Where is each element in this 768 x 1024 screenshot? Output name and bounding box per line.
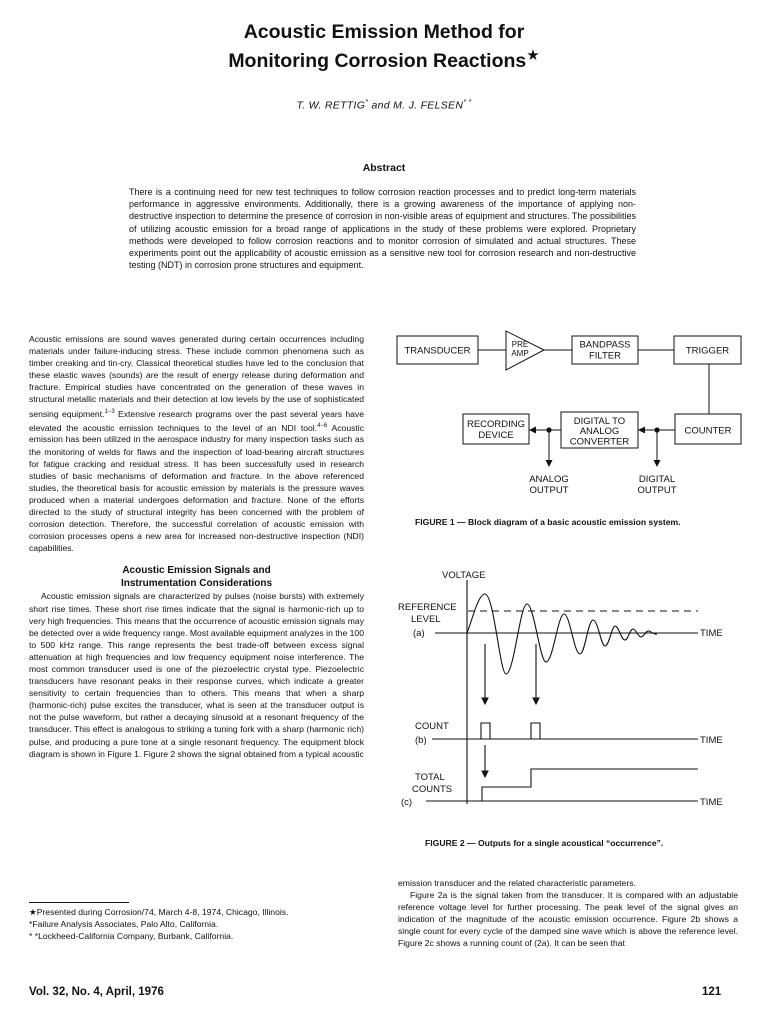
dac-label-3: CONVERTER: [569, 436, 630, 448]
page-number: 121: [702, 986, 722, 998]
author-2-mark: * *: [463, 99, 472, 106]
preamp-label-2: AMP: [511, 349, 529, 358]
paper-title: [0, 20, 768, 73]
time-label-b: TIME: [700, 735, 723, 746]
panel-c-label: (c): [401, 797, 413, 808]
title-footnote-mark: ★: [526, 47, 540, 64]
right-paragraph-2: Figure 2a is the signal taken from the transducer. It is compared with an adjustable reference voltage level for further processing. The peak level of the signal gives an indication of the magnitude of the acoustic emission occurrence. Figure 2b shows a single count for every cycle of the damped sine wave which is above the reference level. Figure 2c shows a running count of (2a). It can be seen that: [398, 890, 738, 949]
analog-output-label-1: ANALOG: [529, 474, 569, 485]
footnote-1: ★Presented during Corrosion/74, March 4-8, 1974, Chicago, Illinois.: [29, 907, 289, 917]
section-heading-line-2: Instrumentation Considerations: [120, 578, 273, 590]
dac-label-2: ANALOG: [579, 426, 620, 437]
dac-label-1: DIGITAL TO: [573, 416, 626, 427]
time-label-c: TIME: [700, 797, 723, 808]
panel-b-label: (b): [415, 735, 427, 746]
footnote-3: * *Lockheed-California Company, Burbank, California.: [29, 931, 234, 942]
title-line-2-text: Monitoring Corrosion Reactions: [228, 50, 527, 72]
journal-citation: Vol. 32, No. 4, April, 1976: [29, 986, 164, 998]
footnotes: [29, 906, 364, 942]
transducer-label: TRANSDUCER: [404, 345, 471, 357]
figure-2-signal-diagram: [396, 566, 746, 816]
voltage-label: VOLTAGE: [442, 570, 486, 581]
section-heading-line-1: Acoustic Emission Signals and: [122, 565, 271, 577]
intro-text-a: Acoustic emissions are sound waves generated during certain occurrences including materials under failure-inducing stress. These include common phenomena such as timber creaking and tin-cry. Classical theoretical studies have led to the conclusion that these elastic waves (sounds) are the result of energy release during deformation and fracture. Empirical studies have concentrated on the generation of these waves in structural metallic materials and their detection at low levels by the use of sophisticated sensing equipment.: [29, 334, 364, 419]
section-heading: [29, 564, 364, 590]
title-line-2: [0, 44, 768, 73]
authors: [0, 99, 768, 112]
right-column: [398, 877, 738, 950]
figure-1-block-diagram: [396, 328, 746, 503]
citation-2: 4−6: [317, 422, 328, 429]
analog-output-label-2: OUTPUT: [529, 485, 569, 496]
intro-text-c: Acoustic emission has been utilized in the aerospace industry for many inspection tasks such as the monitoring of welds for flaws and the inspection of load-bearing aircraft structures for fatigue cracking and residual stress. It has been successfully used in research studies of basic mechanisms of deformation and fracture. In the above referenced studies, the theoretical basis for acoustic emission by materials is the pressure waves produced when a material undergoes deformation and fracture. None of the efforts directed to the study of structural integrity has been concerned with the problem of corrosion detection. Therefore, the successful correlation of acoustic emission with corrosion processes opens a new area for increased non-destructive inspection (NDI) capabilities.: [29, 422, 364, 554]
recording-label-1: RECORDING: [466, 419, 526, 430]
author-1-mark: *: [365, 99, 369, 106]
total-label: TOTAL: [415, 772, 445, 783]
counts-label: COUNTS: [412, 784, 453, 795]
panel-a-label: (a): [413, 628, 425, 639]
abstract-heading: Abstract: [362, 162, 406, 174]
digital-output-label-2: OUTPUT: [637, 485, 677, 496]
figure-1-caption: FIGURE 1 — Block diagram of a basic acoustic emission system.: [415, 517, 681, 527]
title-line-1: Acoustic Emission Method for: [243, 21, 525, 43]
count-pulses: [467, 723, 540, 739]
figure-2-caption: FIGURE 2 — Outputs for a single acoustical “occurrence”.: [425, 838, 664, 848]
bandpass-label-2: FILTER: [588, 350, 622, 362]
author-1: T. W. RETTIG: [296, 99, 366, 112]
level-label: LEVEL: [411, 614, 441, 625]
intro-text-b: Extensive research programs over the past several years have elevated the acoustic emission techniques to the level of an NDI tool.: [29, 408, 364, 433]
digital-junction-dot: [654, 427, 659, 432]
citation-1: 1−3: [104, 408, 115, 415]
section-paragraph: Acoustic emission signals are characterized by pulses (noise bursts) with extremely short rise times. These short rise times indicate that the signal is harmonic-rich up to very high frequencies. This means that the occurrence of acoustic emission signals may be detected over a wide frequency range. Most available equipment analyzes in the 100 to 500 kHz range. This range represents the best trade-off between excess signal attenuation at high frequencies and low frequency equipment noise interference. The most common transducer used is one of the piezoelectric crystal type. Piezoelectric transducers have resonant peaks in their response curves, which indicate a greater sensitivity to certain frequencies than to others. This means that when a sharp (harmonic-rich) pulse excites the transducer, what is seen at the transducer output is not the pulse waveform, but rather a decaying sinusoid at a resonant frequency of the transducer. This effect is analogous to striking a tuning fork with a sharp (harmonic rich) pulse, and producing a pure tone at a single resonant frequency. The equipment block diagram is shown in Figure 1. Figure 2 shows the signal obtained from a typical acoustic: [29, 591, 364, 759]
trigger-label: TRIGGER: [685, 345, 730, 357]
author-conjunction: and: [368, 99, 394, 112]
reference-label: REFERENCE: [398, 602, 457, 613]
abstract-text: There is a continuing need for new test techniques to follow corrosion reaction processes and to predict long-term materials performance in aggressive environments. Additionally, there is a growing awareness of the importance of applying non-destructive inspection to determine the presence of corrosion in non-visible areas of equipment and structures. The possibilities of utilizing acoustic emission for a broad range of applications in the study of these problems were explored. Proprietary methods were developed to follow corrosion reactions and to monitor corrosion of simulated and actual structures. These experiments point out the applicability of acoustic emission as a sensitive new tool for corrosion research and non-destructive testing (NDT) in corrosion prone structures and equipment.: [129, 187, 636, 271]
total-count-steps: [482, 769, 698, 801]
time-label-a: TIME: [700, 628, 723, 639]
damped-sine-signal: [467, 594, 657, 674]
counter-label: COUNTER: [684, 425, 732, 437]
digital-output-label-1: DIGITAL: [638, 474, 676, 485]
right-paragraph-1: emission transducer and the related characteristic parameters.: [398, 878, 636, 888]
footnote-divider: [29, 902, 129, 903]
left-column: [29, 333, 364, 760]
footnote-2: *Failure Analysis Associates, Palo Alto, California.: [29, 919, 219, 930]
bandpass-label-1: BANDPASS: [579, 339, 631, 351]
analog-junction-dot: [546, 427, 551, 432]
author-2: M. J. FELSEN: [393, 99, 464, 112]
recording-label-2: DEVICE: [478, 430, 514, 441]
preamp-label-1: PRE: [511, 340, 529, 349]
intro-paragraph: [29, 333, 364, 554]
count-label: COUNT: [415, 721, 449, 732]
